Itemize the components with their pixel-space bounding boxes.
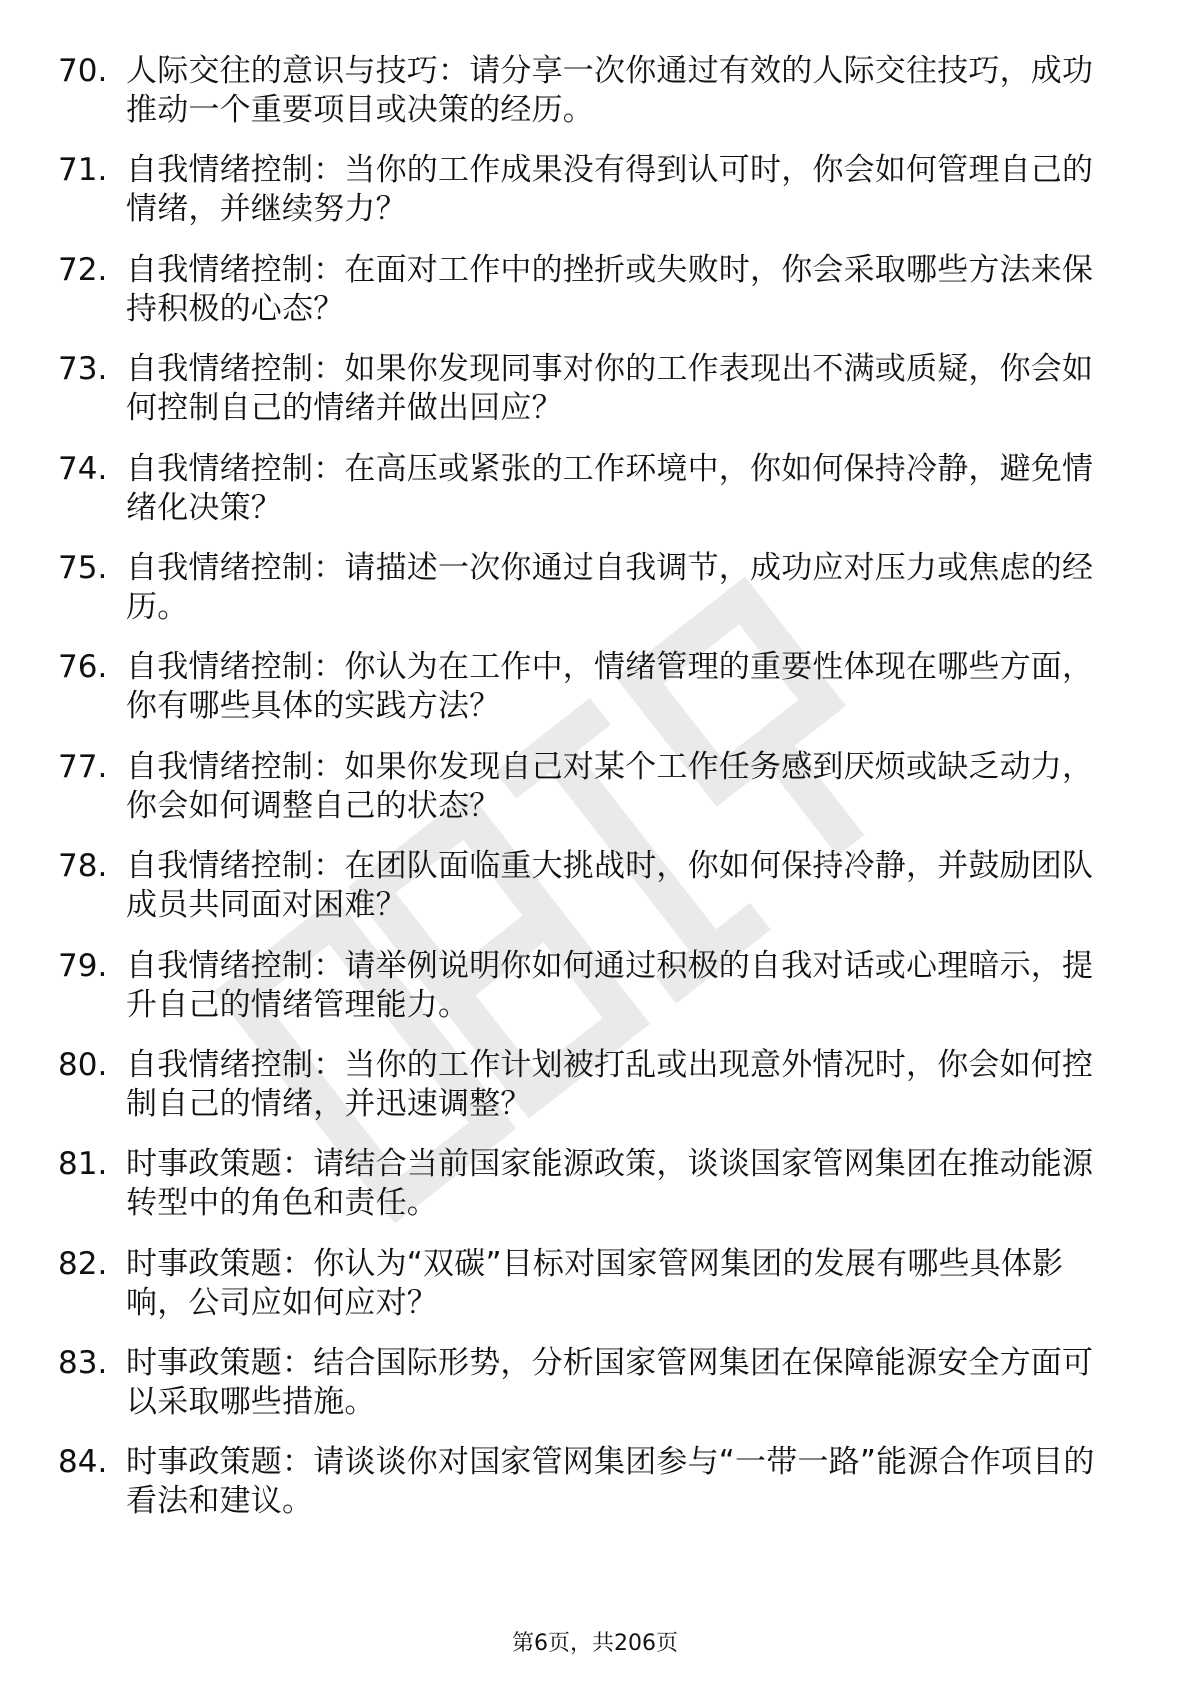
question-number: 77. bbox=[58, 748, 108, 785]
question-text: 时事政策题：你认为“双碳”目标对国家管网集团的发展有哪些具体影响，公司应如何应对？ bbox=[126, 1245, 1064, 1321]
question-number: 84. bbox=[58, 1444, 108, 1481]
page-footer bbox=[0, 1630, 1190, 1658]
question-number: 80. bbox=[58, 1046, 108, 1083]
question-text: 时事政策题：请谈谈你对国家管网集团参与“一带一路”能源合作项目的看法和建议。 bbox=[126, 1444, 1095, 1520]
question-text: 时事政策题：结合国际形势，分析国家管网集团在保障能源安全方面可以采取哪些措施。 bbox=[126, 1345, 1094, 1421]
question-text: 自我情绪控制：请描述一次你通过自我调节，成功应对压力或焦虑的经历。 bbox=[126, 549, 1094, 625]
question-text: 自我情绪控制：如果你发现自己对某个工作任务感到厌烦或缺乏动力，你会如何调整自己的状态？ bbox=[126, 748, 1094, 824]
question-item bbox=[58, 1443, 1118, 1521]
question-item bbox=[58, 151, 1118, 229]
question-number: 81. bbox=[58, 1146, 108, 1183]
question-text: 自我情绪控制：在高压或紧张的工作环境中，你如何保持冷静，避免情绪化决策？ bbox=[126, 450, 1094, 526]
question-text: 自我情绪控制：在团队面临重大挑战时，你如何保持冷静，并鼓励团队成员共同面对困难？ bbox=[126, 848, 1094, 924]
question-number: 79. bbox=[58, 947, 108, 984]
question-number: 73. bbox=[58, 351, 108, 388]
question-number: 71. bbox=[58, 152, 108, 189]
question-item bbox=[58, 748, 1118, 826]
question-number: 83. bbox=[58, 1345, 108, 1382]
question-item bbox=[58, 549, 1118, 627]
question-number: 78. bbox=[58, 848, 108, 885]
question-number: 82. bbox=[58, 1245, 108, 1282]
question-number: 70. bbox=[58, 53, 108, 89]
question-text: 自我情绪控制：你认为在工作中，情绪管理的重要性体现在哪些方面，你有哪些具体的实践方法？ bbox=[126, 649, 1094, 725]
question-item bbox=[58, 1046, 1118, 1124]
question-number: 76. bbox=[58, 649, 108, 686]
question-item bbox=[58, 1344, 1118, 1422]
question-item bbox=[58, 648, 1118, 726]
question-text: 自我情绪控制：如果你发现同事对你的工作表现出不满或质疑，你会如何控制自己的情绪并做出回应？ bbox=[126, 351, 1094, 427]
question-number: 75. bbox=[58, 549, 108, 586]
question-text: 人际交往的意识与技巧：请分享一次你通过有效的人际交往技巧，成功推动一个重要项目或决策的经历。 bbox=[126, 53, 1094, 128]
question-item bbox=[58, 350, 1118, 428]
question-number: 72. bbox=[58, 251, 108, 288]
question-item bbox=[58, 450, 1118, 528]
question-text: 时事政策题：请结合当前国家能源政策，谈谈国家管网集团在推动能源转型中的角色和责任。 bbox=[126, 1146, 1094, 1222]
question-item bbox=[58, 1245, 1118, 1323]
question-item bbox=[58, 947, 1118, 1025]
question-number: 74. bbox=[58, 450, 108, 487]
question-text: 自我情绪控制：在面对工作中的挫折或失败时，你会采取哪些方法来保持积极的心态？ bbox=[126, 251, 1094, 327]
question-item bbox=[58, 251, 1118, 329]
question-text: 自我情绪控制：当你的工作成果没有得到认可时，你会如何管理自己的情绪，并继续努力？ bbox=[126, 152, 1094, 228]
question-item bbox=[58, 847, 1118, 925]
question-list bbox=[58, 52, 1118, 1543]
question-item bbox=[58, 52, 1118, 130]
question-text: 自我情绪控制：当你的工作计划被打乱或出现意外情况时，你会如何控制自己的情绪，并迅速调整？ bbox=[126, 1046, 1094, 1122]
question-text: 自我情绪控制：请举例说明你如何通过积极的自我对话或心理暗示，提升自己的情绪管理能力。 bbox=[126, 947, 1094, 1023]
page-indicator: 第6页，共206页 bbox=[512, 1631, 678, 1656]
question-item bbox=[58, 1145, 1118, 1223]
